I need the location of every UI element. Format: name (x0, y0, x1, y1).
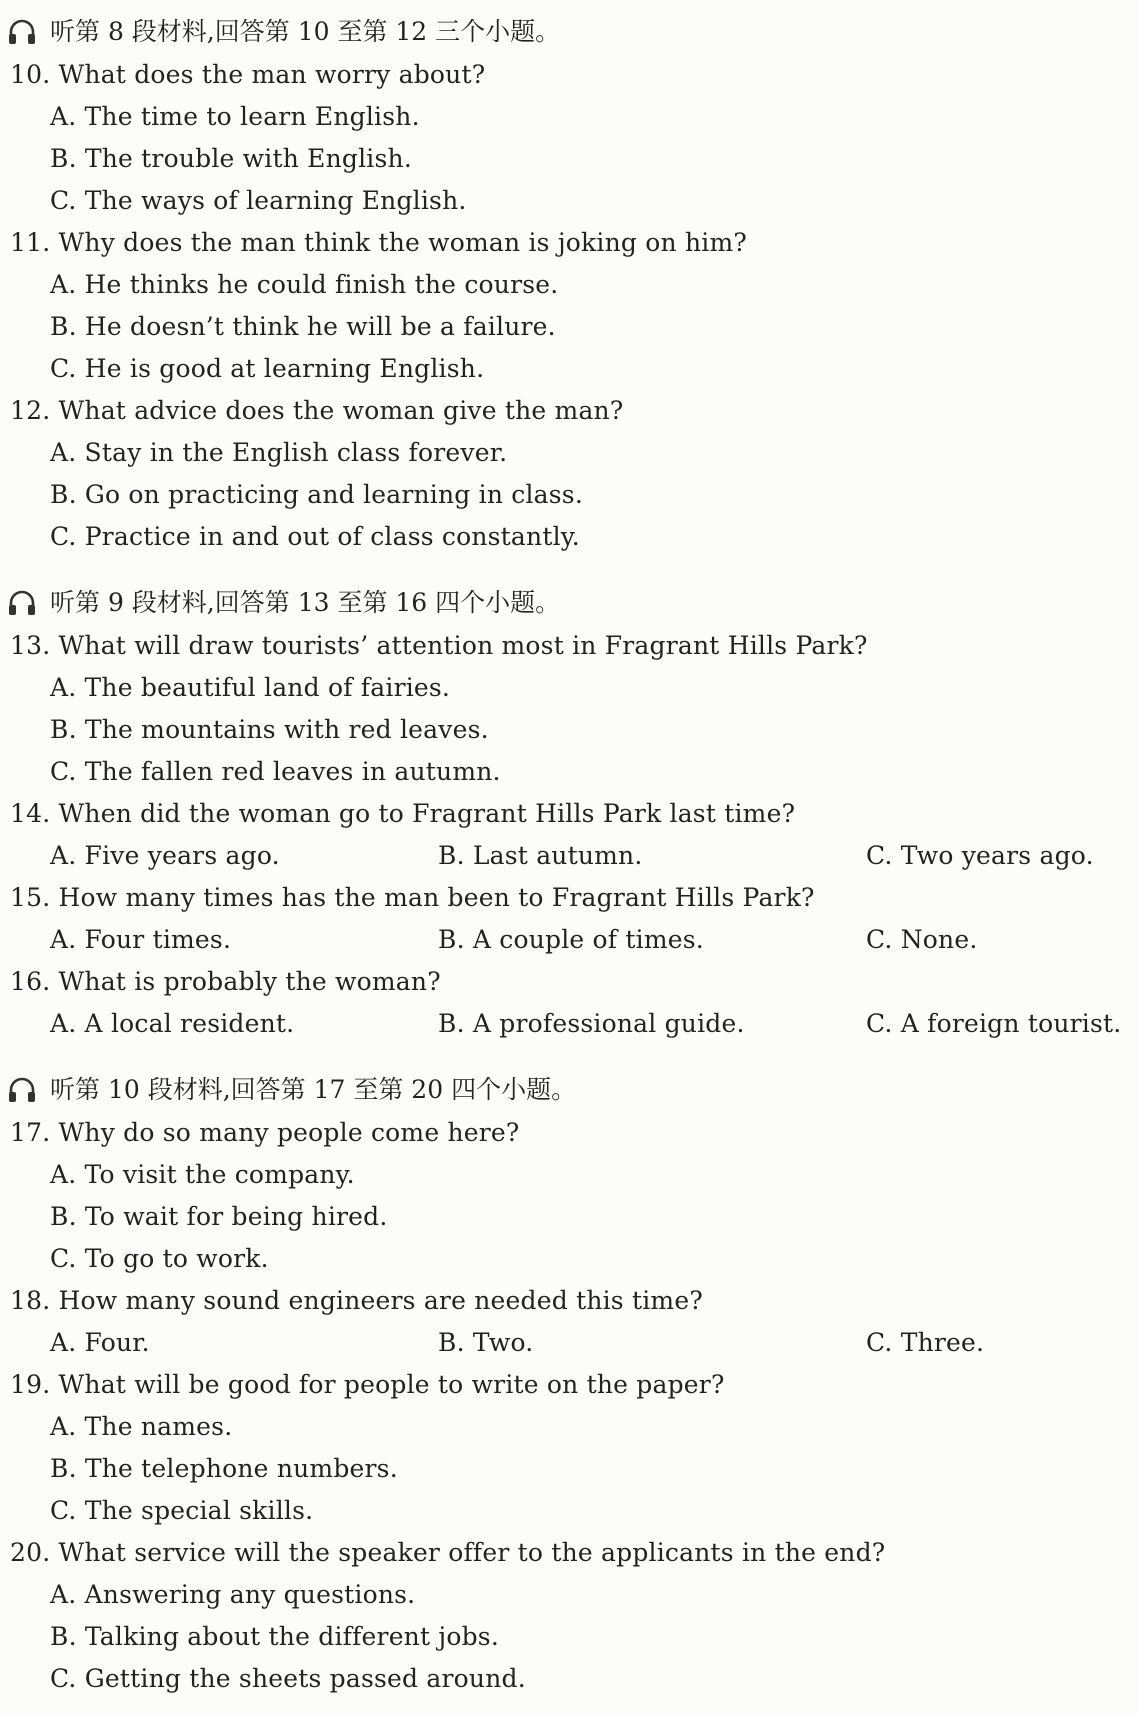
option: B. The telephone numbers. (50, 1454, 398, 1483)
option: A. Stay in the English class forever. (50, 438, 508, 467)
section-heading: 听第 8 段材料,回答第 10 至第 12 三个小题。 (6, 15, 560, 49)
option: A. To visit the company. (50, 1160, 355, 1189)
option: B. Last autumn. (438, 841, 643, 870)
option: B. He doesn’t think he will be a failure. (50, 312, 556, 341)
option: C. The ways of learning English. (50, 186, 467, 215)
headphones-icon (6, 587, 38, 619)
question: 17. Why do so many people come here? (10, 1118, 520, 1147)
question: 11. Why does the man think the woman is joking on him? (10, 228, 747, 257)
option: A. The beautiful land of fairies. (50, 673, 451, 702)
option: A. The names. (50, 1412, 233, 1441)
option: C. The fallen red leaves in autumn. (50, 757, 501, 786)
headphones-icon (6, 16, 38, 48)
option: C. The special skills. (50, 1496, 314, 1525)
section-heading: 听第 9 段材料,回答第 13 至第 16 四个小题。 (6, 586, 560, 620)
option: B. The mountains with red leaves. (50, 715, 489, 744)
headphones-icon (6, 1074, 38, 1106)
option: C. He is good at learning English. (50, 354, 485, 383)
question: 10. What does the man worry about? (10, 60, 486, 89)
option: C. Getting the sheets passed around. (50, 1664, 526, 1693)
option: B. The trouble with English. (50, 144, 412, 173)
option: B. A professional guide. (438, 1009, 745, 1038)
option: C. A foreign tourist. (866, 1009, 1122, 1038)
section-heading: 听第 10 段材料,回答第 17 至第 20 四个小题。 (6, 1073, 576, 1107)
question: 15. How many times has the man been to Fragrant Hills Park? (10, 883, 815, 912)
question: 12. What advice does the woman give the man? (10, 396, 624, 425)
option: B. Talking about the different jobs. (50, 1622, 499, 1651)
option: A. Four. (50, 1328, 150, 1357)
question: 16. What is probably the woman? (10, 967, 441, 996)
option: C. None. (866, 925, 978, 954)
option: B. Go on practicing and learning in class. (50, 480, 583, 509)
question: 20. What service will the speaker offer to the applicants in the end? (10, 1538, 886, 1567)
option: C. To go to work. (50, 1244, 269, 1273)
option: A. He thinks he could finish the course. (50, 270, 559, 299)
option: A. A local resident. (50, 1009, 295, 1038)
option: C. Two years ago. (866, 841, 1094, 870)
option: A. Four times. (50, 925, 232, 954)
question: 19. What will be good for people to write on the paper? (10, 1370, 725, 1399)
option: B. A couple of times. (438, 925, 704, 954)
option: A. The time to learn English. (50, 102, 420, 131)
option: A. Five years ago. (50, 841, 280, 870)
question: 18. How many sound engineers are needed this time? (10, 1286, 703, 1315)
question: 14. When did the woman go to Fragrant Hills Park last time? (10, 799, 796, 828)
option: C. Practice in and out of class constantly. (50, 522, 580, 551)
question: 13. What will draw tourists’ attention most in Fragrant Hills Park? (10, 631, 868, 660)
option: B. To wait for being hired. (50, 1202, 388, 1231)
option: A. Answering any questions. (50, 1580, 416, 1609)
option: C. Three. (866, 1328, 985, 1357)
option: B. Two. (438, 1328, 534, 1357)
